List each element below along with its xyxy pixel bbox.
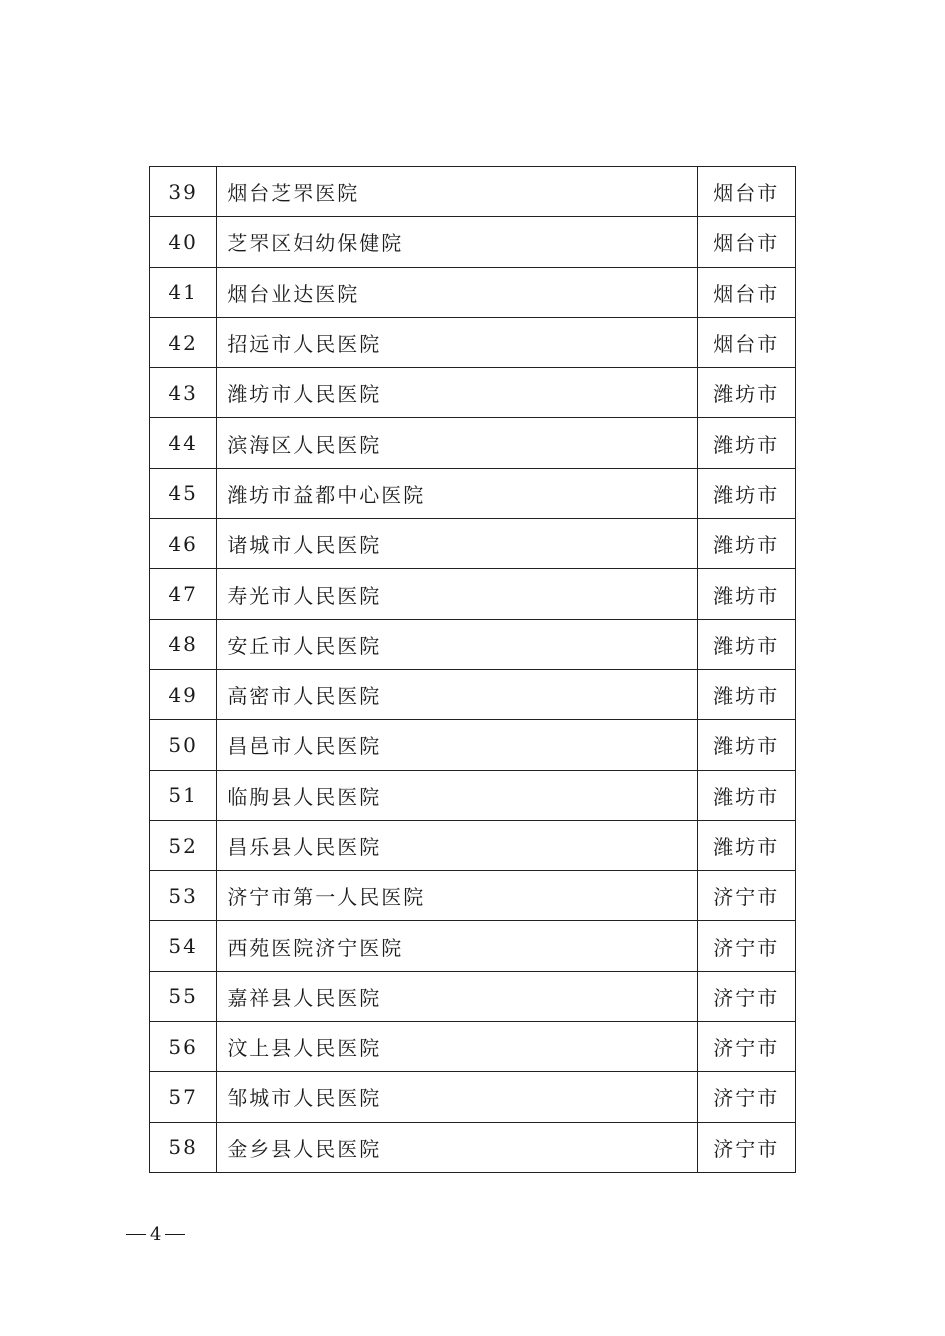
row-number: 40 xyxy=(150,217,217,267)
table-row xyxy=(150,770,796,820)
table-row xyxy=(150,267,796,317)
city-name: 潍坊市 xyxy=(697,368,795,418)
city-name: 潍坊市 xyxy=(697,619,795,669)
hospital-name: 芝罘区妇幼保健院 xyxy=(217,217,697,267)
city-name: 潍坊市 xyxy=(697,569,795,619)
city-name: 济宁市 xyxy=(697,1122,795,1172)
table-row xyxy=(150,820,796,870)
row-number: 41 xyxy=(150,267,217,317)
hospital-name: 昌乐县人民医院 xyxy=(217,820,697,870)
hospital-name: 烟台业达医院 xyxy=(217,267,697,317)
row-number: 45 xyxy=(150,468,217,518)
page-number: 4 xyxy=(150,1224,162,1245)
city-name: 潍坊市 xyxy=(697,669,795,719)
city-name: 济宁市 xyxy=(697,871,795,921)
row-number: 47 xyxy=(150,569,217,619)
hospital-name: 临朐县人民医院 xyxy=(217,770,697,820)
hospital-name: 滨海区人民医院 xyxy=(217,418,697,468)
table-row xyxy=(150,971,796,1021)
hospital-name: 烟台芝罘医院 xyxy=(217,167,697,217)
page-footer xyxy=(126,1224,185,1245)
table-row xyxy=(150,871,796,921)
row-number: 50 xyxy=(150,720,217,770)
city-name: 烟台市 xyxy=(697,167,795,217)
table-row xyxy=(150,1022,796,1072)
city-name: 烟台市 xyxy=(697,217,795,267)
hospital-name: 潍坊市益都中心医院 xyxy=(217,468,697,518)
city-name: 潍坊市 xyxy=(697,418,795,468)
city-name: 潍坊市 xyxy=(697,519,795,569)
table-row xyxy=(150,217,796,267)
row-number: 49 xyxy=(150,669,217,719)
table-row xyxy=(150,167,796,217)
city-name: 潍坊市 xyxy=(697,720,795,770)
table-row xyxy=(150,720,796,770)
table-row xyxy=(150,1072,796,1122)
hospital-name: 西苑医院济宁医院 xyxy=(217,921,697,971)
city-name: 济宁市 xyxy=(697,1072,795,1122)
row-number: 52 xyxy=(150,820,217,870)
city-name: 潍坊市 xyxy=(697,468,795,518)
table-row xyxy=(150,317,796,367)
city-name: 济宁市 xyxy=(697,971,795,1021)
table-row xyxy=(150,619,796,669)
row-number: 42 xyxy=(150,317,217,367)
city-name: 济宁市 xyxy=(697,1022,795,1072)
hospital-name: 汶上县人民医院 xyxy=(217,1022,697,1072)
row-number: 43 xyxy=(150,368,217,418)
table-row xyxy=(150,418,796,468)
page-dash-right xyxy=(165,1234,185,1236)
hospital-table-body xyxy=(150,167,796,1173)
row-number: 48 xyxy=(150,619,217,669)
hospital-table xyxy=(149,166,796,1173)
row-number: 57 xyxy=(150,1072,217,1122)
row-number: 44 xyxy=(150,418,217,468)
city-name: 烟台市 xyxy=(697,317,795,367)
row-number: 46 xyxy=(150,519,217,569)
row-number: 56 xyxy=(150,1022,217,1072)
table-row xyxy=(150,368,796,418)
hospital-name: 昌邑市人民医院 xyxy=(217,720,697,770)
table-row xyxy=(150,669,796,719)
hospital-name: 济宁市第一人民医院 xyxy=(217,871,697,921)
table-row xyxy=(150,1122,796,1172)
hospital-name: 邹城市人民医院 xyxy=(217,1072,697,1122)
hospital-name: 寿光市人民医院 xyxy=(217,569,697,619)
hospital-name: 安丘市人民医院 xyxy=(217,619,697,669)
row-number: 51 xyxy=(150,770,217,820)
table-row xyxy=(150,468,796,518)
row-number: 58 xyxy=(150,1122,217,1172)
table-row xyxy=(150,921,796,971)
hospital-name: 招远市人民医院 xyxy=(217,317,697,367)
page-dash-left xyxy=(126,1234,146,1236)
city-name: 济宁市 xyxy=(697,921,795,971)
hospital-name: 高密市人民医院 xyxy=(217,669,697,719)
hospital-name: 潍坊市人民医院 xyxy=(217,368,697,418)
city-name: 烟台市 xyxy=(697,267,795,317)
table-row xyxy=(150,519,796,569)
city-name: 潍坊市 xyxy=(697,770,795,820)
table-row xyxy=(150,569,796,619)
row-number: 39 xyxy=(150,167,217,217)
hospital-name: 嘉祥县人民医院 xyxy=(217,971,697,1021)
row-number: 55 xyxy=(150,971,217,1021)
row-number: 54 xyxy=(150,921,217,971)
hospital-name: 金乡县人民医院 xyxy=(217,1122,697,1172)
row-number: 53 xyxy=(150,871,217,921)
city-name: 潍坊市 xyxy=(697,820,795,870)
hospital-name: 诸城市人民医院 xyxy=(217,519,697,569)
